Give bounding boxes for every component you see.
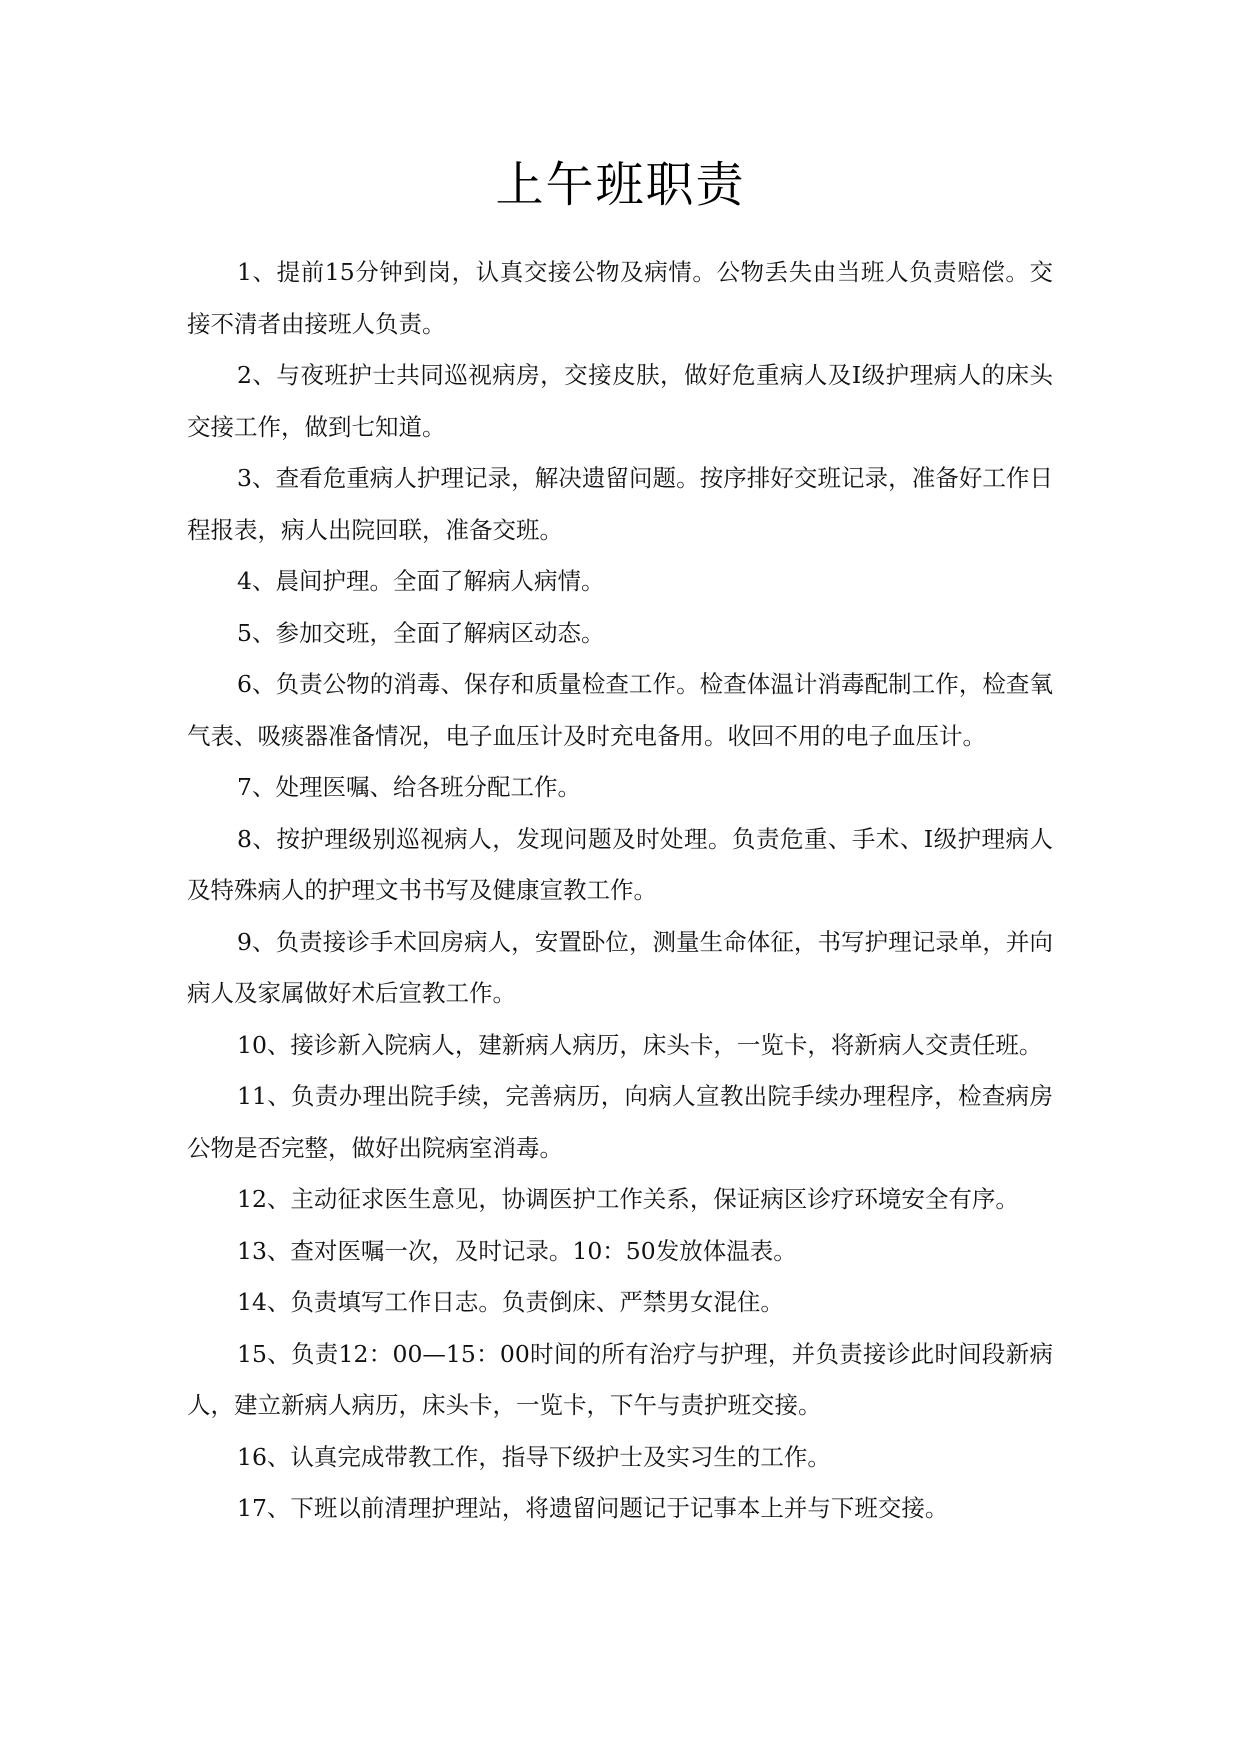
document-body (187, 247, 1053, 1535)
duty-item-6: 6、负责公物的消毒、保存和质量检查工作。检查体温计消毒配制工作，检查氧气表、吸痰器准备情况，电子血压计及时充电备用。收回不用的电子血压计。 (187, 670, 1053, 750)
duty-item-2: 2、与夜班护士共同巡视病房，交接皮肤，做好危重病人及Ⅰ级护理病人的床头交接工作，做到七知道。 (187, 361, 1053, 441)
duty-item-8: 8、按护理级别巡视病人，发现问题及时处理。负责危重、手术、Ⅰ级护理病人及特殊病人的护理文书书写及健康宣教工作。 (187, 824, 1053, 904)
duty-item-7: 7、处理医嘱、给各班分配工作。 (237, 773, 581, 801)
duty-item-9: 9、负责接诊手术回房病人，安置卧位，测量生命体征，书写护理记录单，并向病人及家属做好术后宣教工作。 (187, 927, 1053, 1007)
duty-item-14: 14、负责填写工作日志。负责倒床、严禁男女混住。 (237, 1288, 784, 1316)
duty-item-16: 16、认真完成带教工作，指导下级护士及实习生的工作。 (237, 1442, 831, 1471)
duty-item-12: 12、主动征求医生意见，协调医护工作关系，保证病区诊疗环境安全有序。 (237, 1185, 1019, 1213)
duty-item-3: 3、查看危重病人护理记录，解决遗留问题。按序排好交班记录，准备好工作日程报表，病人出院回联，准备交班。 (187, 464, 1053, 544)
duty-item-4: 4、晨间护理。全面了解病人病情。 (237, 567, 605, 595)
duty-item-1: 1、提前15分钟到岗，认真交接公物及病情。公物丢失由当班人负责赔偿。交接不清者由接班人负责。 (187, 258, 1053, 338)
duty-item-10: 10、接诊新入院病人，建新病人病历，床头卡，一览卡，将新病人交责任班。 (237, 1030, 1043, 1059)
document-title: 上午班职责 (495, 157, 746, 213)
duty-item-17: 17、下班以前清理护理站，将遗留问题记于记事本上并与下班交接。 (237, 1494, 949, 1522)
duty-item-11: 11、负责办理出院手续，完善病历，向病人宣教出院手续办理程序，检查病房公物是否完整，做好出院病室消毒。 (187, 1082, 1053, 1162)
duty-item-5: 5、参加交班，全面了解病区动态。 (237, 618, 605, 647)
duty-item-15: 15、负责12：00—15：00时间的所有治疗与护理，并负责接诊此时间段新病人，建立新病人病历，床头卡，一览卡，下午与责护班交接。 (187, 1339, 1053, 1419)
duty-item-13: 13、查对医嘱一次，及时记录。10：50发放体温表。 (237, 1236, 797, 1265)
